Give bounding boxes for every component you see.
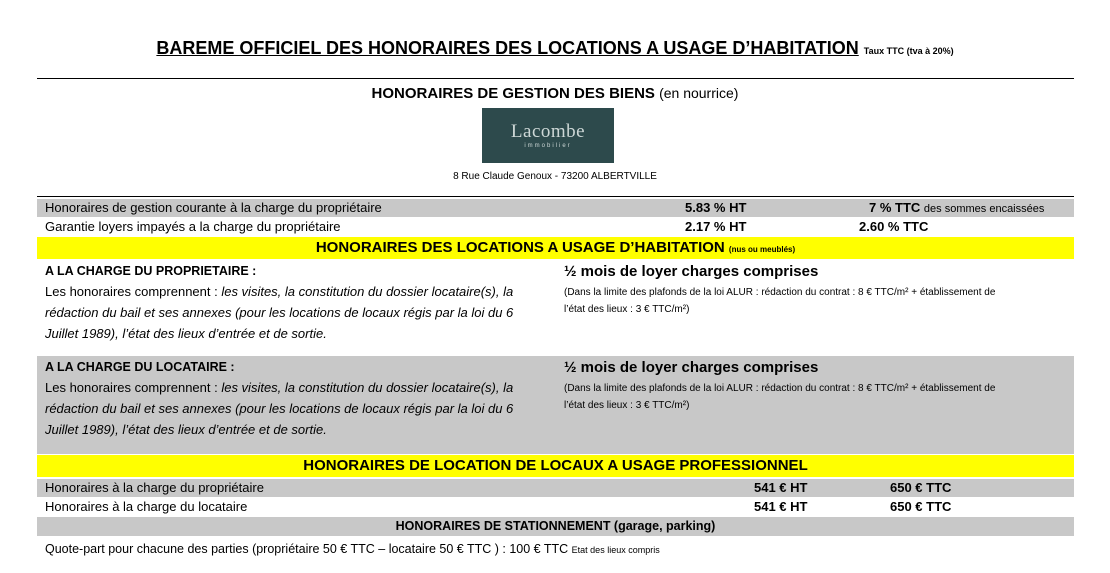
block-limit: (Dans la limite des plafonds de la loi ALUR : rédaction du contrat : 8 € TTC/m² + établissement de l’état des lieux : 3 € TTC/m²) (564, 383, 996, 411)
row-ht: 5.83 % HT (685, 200, 747, 215)
divider (37, 196, 1074, 197)
row-ttc-value: 7 % TTC (869, 200, 921, 215)
proprietaire-block (37, 261, 1074, 356)
section-title-text: HONORAIRES DES LOCATIONS A USAGE D’HABITATION (315, 239, 725, 256)
logo-tagline: immobilier (524, 143, 572, 149)
block-text (45, 281, 545, 344)
table-row (37, 218, 1074, 236)
block-details: les visites, la constitution du dossier locataire(s), la rédaction du bail et ses annexes (pour les locations de locaux régis par la loi du 6 Juillet 1989), l’état des lieux d’entrée et de sortie. (45, 380, 514, 437)
row-ht: 541 € HT (754, 480, 808, 495)
row-label: Honoraires à la charge du locataire (45, 499, 248, 514)
company-logo (482, 108, 614, 163)
title-text: BAREME OFFICIEL DES HONORAIRES DES LOCATIONS A USAGE D’HABITATION (156, 38, 859, 58)
row-label: Honoraires de gestion courante à la charge du propriétaire (45, 200, 382, 215)
section-title-habitation (37, 237, 1074, 259)
section-note: (nus ou meublés) (728, 245, 796, 254)
block-text (45, 377, 545, 440)
company-address: 8 Rue Claude Genoux - 73200 ALBERTVILLE (453, 171, 657, 182)
section-title-gestion (0, 85, 1110, 102)
block-intro: Les honoraires comprennent : (45, 380, 222, 395)
stationnement-note: Etat des lieux compris (571, 545, 660, 555)
stationnement-text (45, 542, 660, 556)
table-row (37, 199, 1074, 217)
row-ttc-note: des sommes encaissées (923, 203, 1045, 215)
row-ttc: 2.60 % TTC (859, 219, 929, 234)
table-row (37, 479, 1074, 497)
block-limit: (Dans la limite des plafonds de la loi ALUR : rédaction du contrat : 8 € TTC/m² + établissement de l’état des lieux : 3 € TTC/m²) (564, 287, 996, 315)
section-title-text: HONORAIRES DE GESTION DES BIENS (371, 85, 655, 102)
stationnement-quote: Quote-part pour chacune des parties (propriétaire 50 € TTC – locataire 50 € TTC ) : 100 € TTC (45, 542, 569, 556)
table-row (37, 498, 1074, 516)
logo-text: Lacombe (510, 121, 586, 142)
title-note: Taux TTC (tva à 20%) (863, 46, 954, 56)
block-amount: ½ mois de loyer charges comprises (564, 263, 819, 280)
section-note: (en nourrice) (659, 85, 739, 101)
block-details: les visites, la constitution du dossier locataire(s), la rédaction du bail et ses annexes (pour les locations de locaux régis par la loi du 6 Juillet 1989), l’état des lieux d’entrée et de sortie. (45, 284, 514, 341)
row-ttc: 650 € TTC (890, 499, 952, 514)
section-title-stationnement: HONORAIRES DE STATIONNEMENT (garage, parking) (37, 517, 1074, 536)
row-ttc: 650 € TTC (890, 480, 952, 495)
block-heading: A LA CHARGE DU LOCATAIRE : (45, 360, 235, 374)
row-label: Garantie loyers impayés a la charge du propriétaire (45, 219, 341, 234)
locataire-block (37, 356, 1074, 454)
block-amount: ½ mois de loyer charges comprises (564, 359, 819, 376)
page-title (0, 38, 1110, 59)
row-ht: 2.17 % HT (685, 219, 747, 234)
row-ht: 541 € HT (754, 499, 808, 514)
row-ttc (869, 200, 1044, 215)
row-label: Honoraires à la charge du propriétaire (45, 480, 264, 495)
divider (37, 78, 1074, 79)
section-title-professionnel: HONORAIRES DE LOCATION DE LOCAUX A USAGE PROFESSIONNEL (37, 455, 1074, 477)
block-heading: A LA CHARGE DU PROPRIETAIRE : (45, 264, 257, 278)
block-intro: Les honoraires comprennent : (45, 284, 222, 299)
